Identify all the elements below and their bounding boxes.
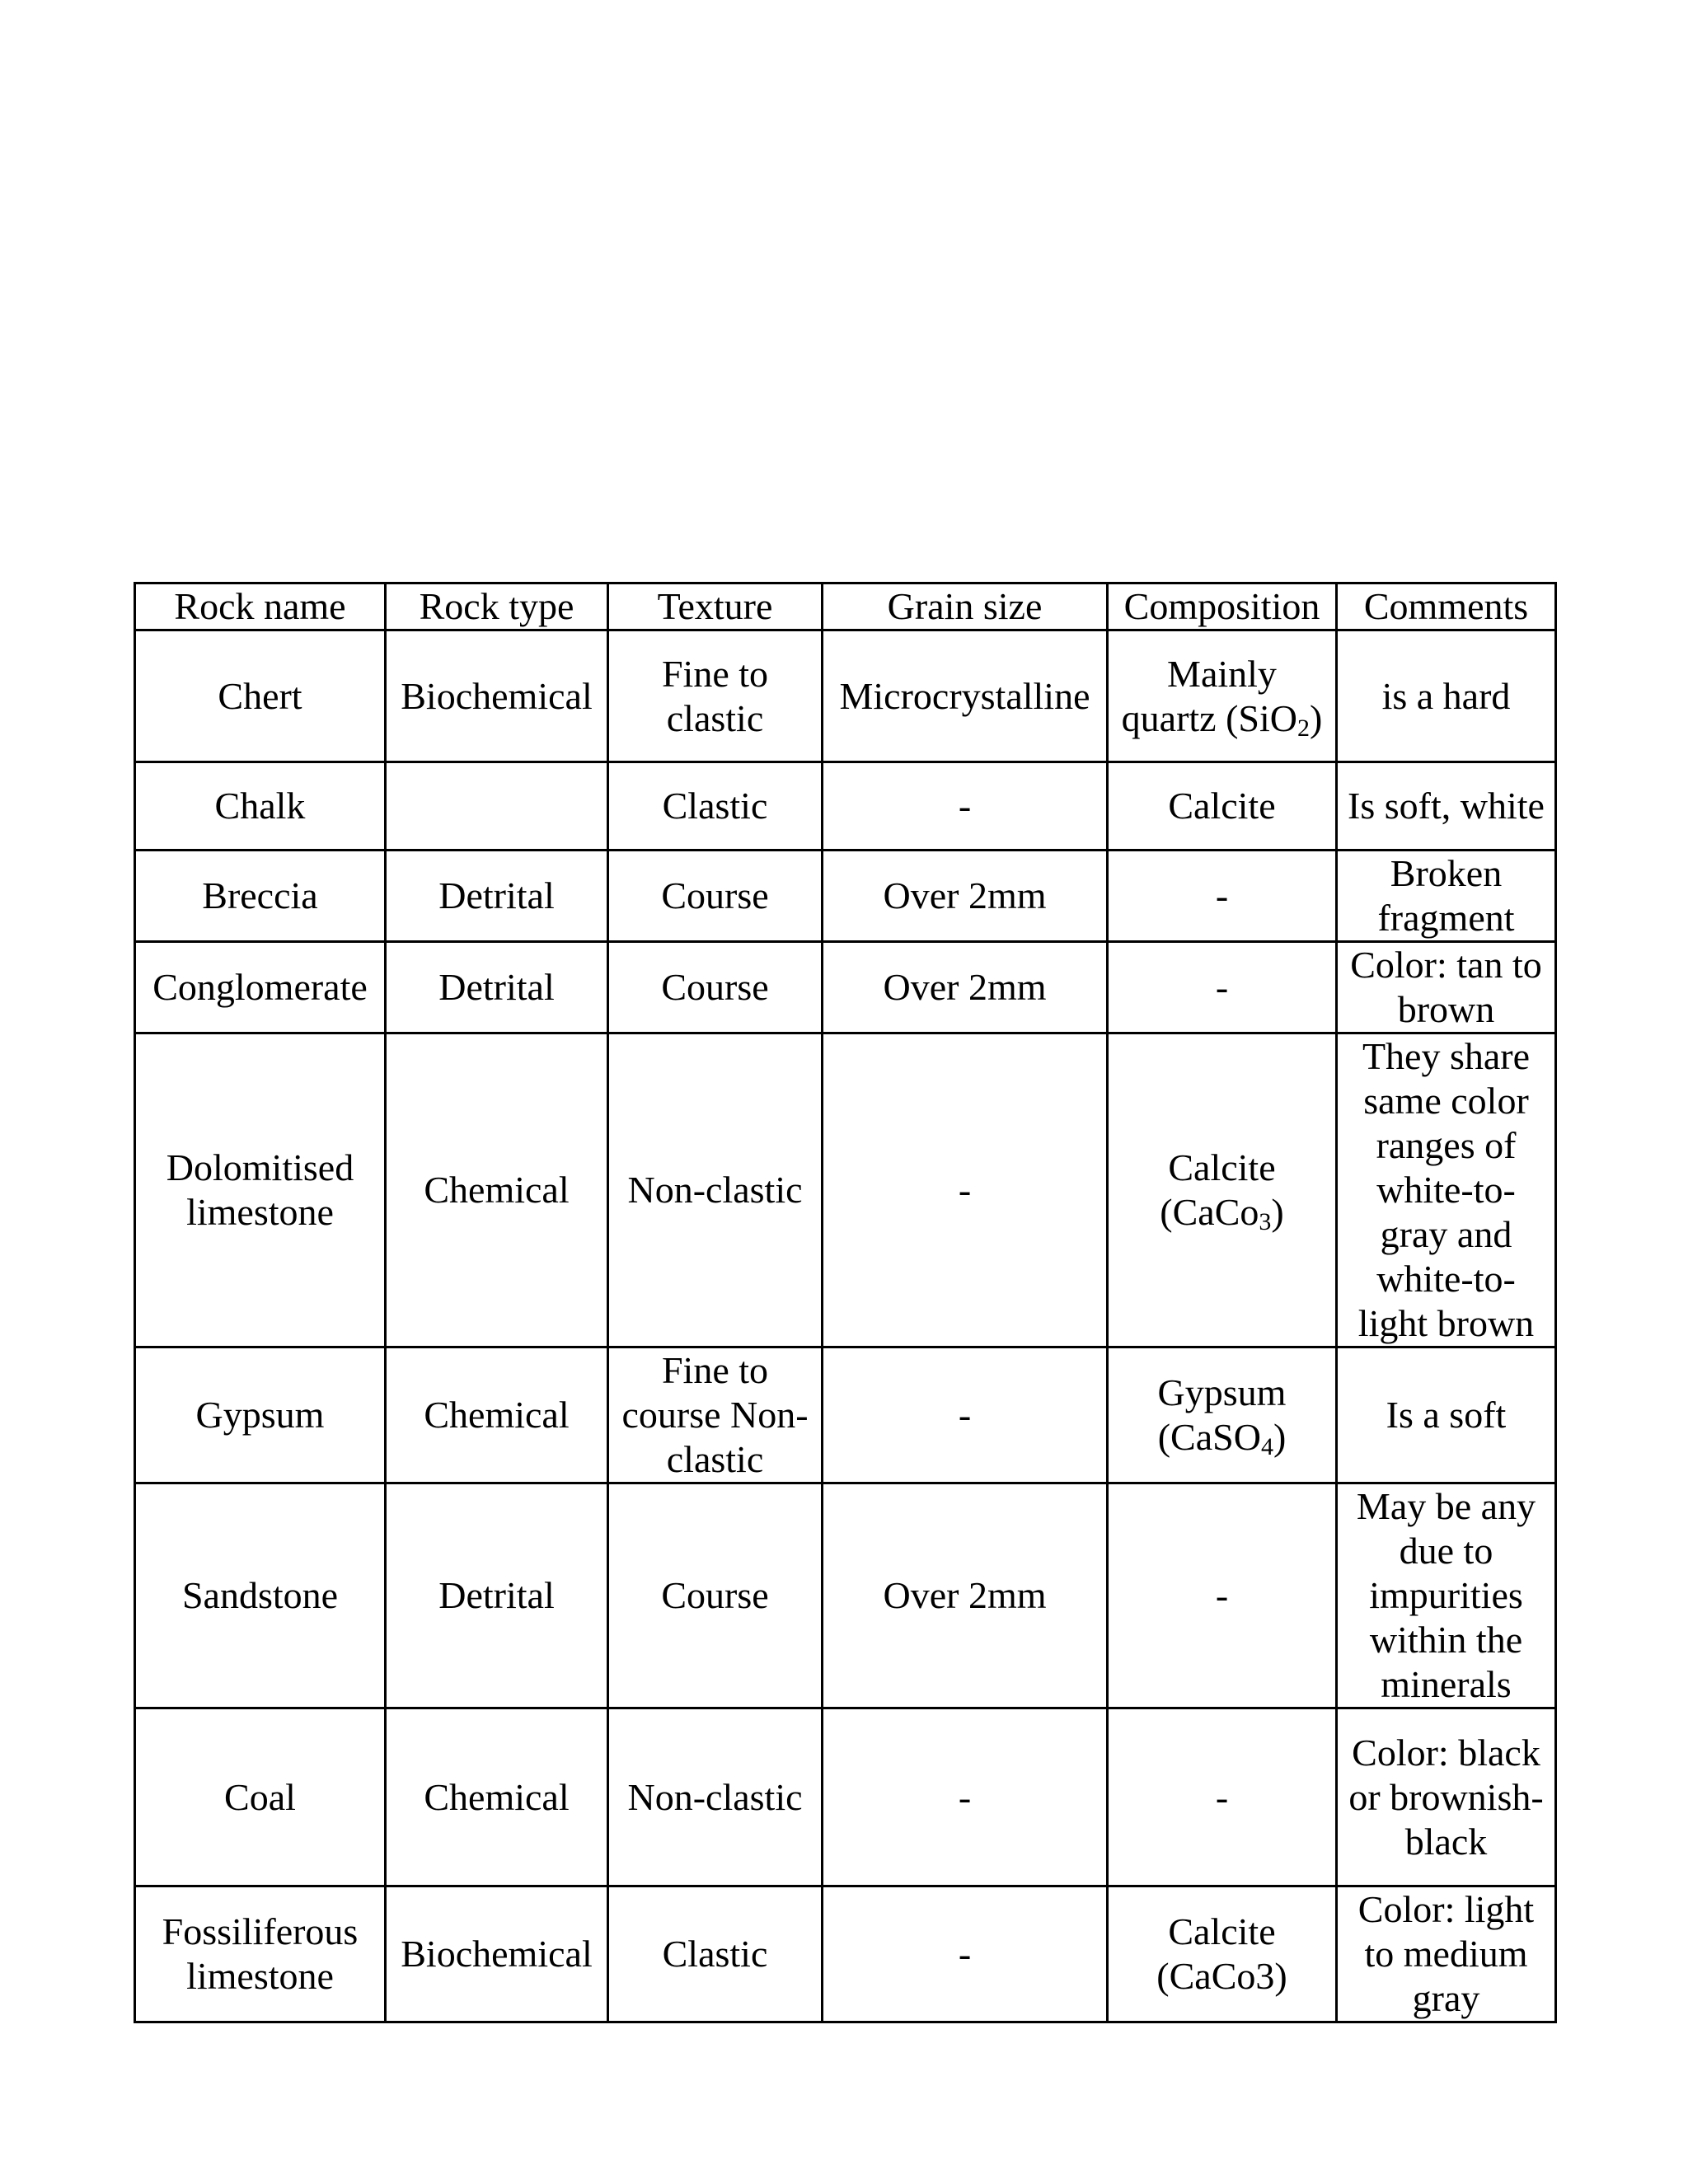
rock-name-cell: Dolomitised limestone — [135, 1033, 386, 1347]
rock-type-cell: Detrital — [386, 851, 608, 942]
composition-end: ) — [1271, 1191, 1284, 1233]
composition-subscript: 4 — [1260, 1433, 1273, 1460]
table-row — [135, 630, 1556, 762]
grain-size-cell: - — [823, 1886, 1108, 2022]
composition-main: Mainly quartz (SiO — [1121, 652, 1297, 739]
rock-type-cell: Detrital — [386, 1483, 608, 1708]
composition-main: Gypsum (CaSO — [1157, 1371, 1287, 1458]
table-header-row — [135, 583, 1556, 630]
texture-cell: Non-clastic — [608, 1033, 823, 1347]
texture-cell: Non-clastic — [608, 1708, 823, 1886]
rock-name-cell: Breccia — [135, 851, 386, 942]
comments-cell: Is a soft — [1337, 1347, 1556, 1483]
header-grain-size: Grain size — [823, 583, 1108, 630]
table-row — [135, 762, 1556, 851]
header-texture: Texture — [608, 583, 823, 630]
composition-cell: - — [1108, 942, 1337, 1033]
rock-classification-table — [134, 582, 1557, 2023]
rock-name-cell: Conglomerate — [135, 942, 386, 1033]
composition-cell: - — [1108, 1708, 1337, 1886]
rock-type-cell — [386, 762, 608, 851]
header-composition: Composition — [1108, 583, 1337, 630]
grain-size-cell: - — [823, 1708, 1108, 1886]
composition-cell — [1108, 1347, 1337, 1483]
grain-size-cell: - — [823, 762, 1108, 851]
rock-name-cell: Gypsum — [135, 1347, 386, 1483]
grain-size-cell: Over 2mm — [823, 851, 1108, 942]
texture-cell: Course — [608, 1483, 823, 1708]
composition-subscript: 3 — [1259, 1208, 1272, 1235]
header-rock-name: Rock name — [135, 583, 386, 630]
composition-end: ) — [1273, 1416, 1287, 1458]
comments-cell: Broken fragment — [1337, 851, 1556, 942]
comments-cell: Is soft, white — [1337, 762, 1556, 851]
texture-cell: Clastic — [608, 1886, 823, 2022]
composition-subscript: 2 — [1297, 714, 1310, 742]
composition-cell: Calcite — [1108, 762, 1337, 851]
texture-cell: Course — [608, 942, 823, 1033]
header-rock-type: Rock type — [386, 583, 608, 630]
grain-size-cell: Microcrystalline — [823, 630, 1108, 762]
texture-cell: Clastic — [608, 762, 823, 851]
rock-type-cell: Chemical — [386, 1708, 608, 1886]
table-row — [135, 1033, 1556, 1347]
texture-cell: Fine to clastic — [608, 630, 823, 762]
composition-end: ) — [1310, 696, 1323, 739]
table-row — [135, 1483, 1556, 1708]
table-row — [135, 1708, 1556, 1886]
grain-size-cell: Over 2mm — [823, 1483, 1108, 1708]
rock-name-cell: Coal — [135, 1708, 386, 1886]
rock-type-cell: Detrital — [386, 942, 608, 1033]
composition-cell — [1108, 630, 1337, 762]
composition-cell: Calcite (CaCo3) — [1108, 1886, 1337, 2022]
grain-size-cell: - — [823, 1347, 1108, 1483]
comments-cell: May be any due to impurities within the minerals — [1337, 1483, 1556, 1708]
rock-type-cell: Chemical — [386, 1033, 608, 1347]
rock-name-cell: Sandstone — [135, 1483, 386, 1708]
comments-cell: Color: tan to brown — [1337, 942, 1556, 1033]
texture-cell: Course — [608, 851, 823, 942]
comments-cell: is a hard — [1337, 630, 1556, 762]
rock-type-cell: Chemical — [386, 1347, 608, 1483]
grain-size-cell: Over 2mm — [823, 942, 1108, 1033]
composition-cell — [1108, 1033, 1337, 1347]
rock-type-cell: Biochemical — [386, 1886, 608, 2022]
comments-cell: Color: black or brownish-black — [1337, 1708, 1556, 1886]
composition-cell: - — [1108, 851, 1337, 942]
table-row — [135, 1347, 1556, 1483]
composition-main: Calcite (CaCo — [1160, 1146, 1276, 1233]
comments-cell: Color: light to medium gray — [1337, 1886, 1556, 2022]
table-row — [135, 1886, 1556, 2022]
rock-name-cell: Fossiliferous limestone — [135, 1886, 386, 2022]
rock-name-cell: Chalk — [135, 762, 386, 851]
rock-name-cell: Chert — [135, 630, 386, 762]
table-row — [135, 942, 1556, 1033]
texture-cell: Fine to course Non-clastic — [608, 1347, 823, 1483]
table-row — [135, 851, 1556, 942]
grain-size-cell: - — [823, 1033, 1108, 1347]
composition-cell: - — [1108, 1483, 1337, 1708]
rock-type-cell: Biochemical — [386, 630, 608, 762]
comments-cell: They share same color ranges of white-to-gray and white-to-light brown — [1337, 1033, 1556, 1347]
header-comments: Comments — [1337, 583, 1556, 630]
